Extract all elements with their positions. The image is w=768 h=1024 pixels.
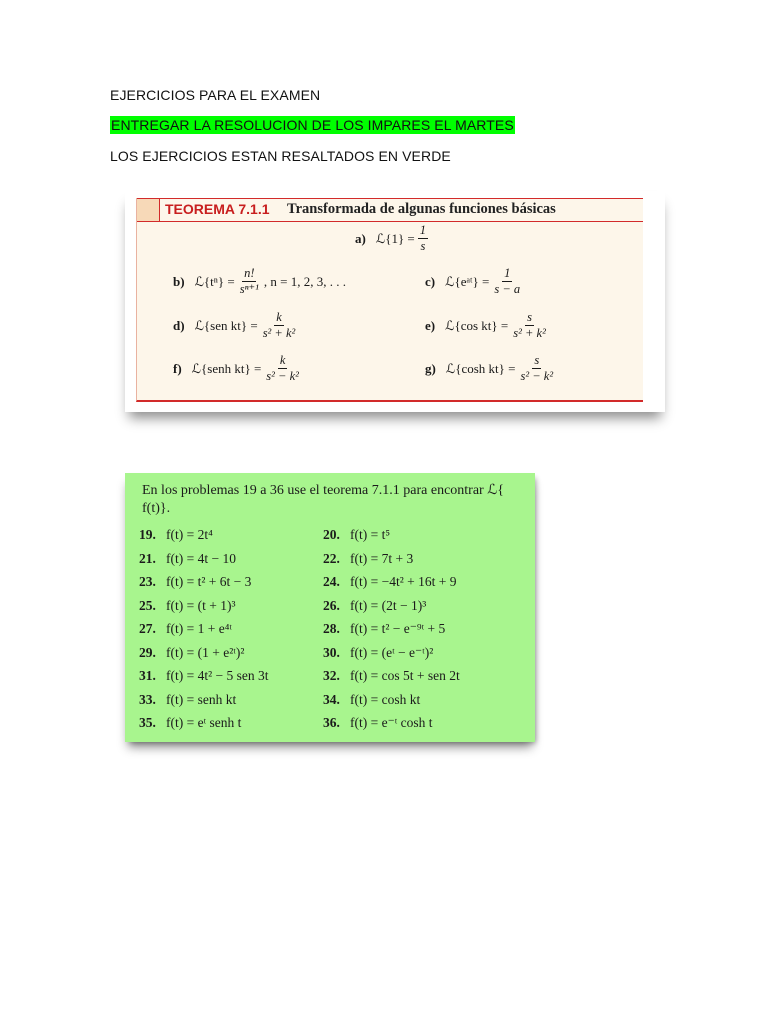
exercise-number: 30. [323,644,340,660]
exercise-number: 28. [323,621,340,636]
exercise-number: 32. [323,668,340,683]
numerator: 1 [418,224,428,239]
numerator: n! [242,267,256,282]
exercise-item [323,598,426,614]
exercise-number: 26. [323,597,340,613]
exercise-item [139,574,251,590]
fraction [492,267,522,296]
denominator: s² − k² [520,369,554,384]
exercise-expression: f(t) = (2t − 1)³ [350,597,427,613]
exercise-number: 25. [139,597,156,613]
theorem-title: Transformada de algunas funciones básicas [287,201,556,217]
numerator: 1 [502,267,512,282]
exercise-number: 36. [323,715,340,730]
formula-a [355,224,431,253]
formula-label: f) [173,360,182,376]
fraction [518,354,555,383]
denominator: s² + k² [262,326,296,341]
formula-lhs: ℒ{1} = [375,230,415,246]
numerator: s [532,354,541,369]
theorem-image [125,191,665,412]
fraction [418,224,428,253]
fraction [264,354,301,383]
formula-f [173,354,304,383]
exercise-expression: f(t) = e⁻ᵗ cosh t [350,715,433,730]
exercise-number: 27. [139,621,156,636]
exercise-item [323,551,413,567]
formula-d [173,311,300,340]
exercise-item [139,692,236,708]
fraction [261,311,298,340]
exercise-item [139,551,236,567]
exercise-expression: f(t) = eᵗ senh t [166,715,242,730]
formula-label: a) [355,230,366,246]
exercise-item [139,621,232,637]
exercise-expression: f(t) = t⁵ [350,527,391,542]
exercise-item [139,715,241,731]
theorem-box [136,198,643,402]
exercise-expression: f(t) = cosh kt [350,691,421,707]
exercise-item [323,574,457,590]
exercise-item [323,527,390,543]
exercise-number: 19. [139,527,156,542]
exercise-expression: f(t) = 7t + 3 [350,550,414,566]
exercise-item [139,668,269,684]
exercise-expression: f(t) = 4t² − 5 sen 3t [166,668,269,683]
exercise-number: 20. [323,527,340,542]
exercise-expression: f(t) = (1 + e²ᵗ)² [166,644,245,660]
numerator: s [525,311,534,326]
formula-e [425,311,551,340]
exercise-number: 21. [139,550,156,566]
exam-title: EJERCICIOS PARA EL EXAMEN [110,87,321,103]
formula-label: c) [425,273,436,289]
exercise-expression: f(t) = 1 + e⁴ᵗ [166,621,232,636]
exercise-expression: f(t) = (t + 1)³ [166,597,236,613]
exercises-intro: En los problemas 19 a 36 use el teorema 7.1.1 para encontrar ℒ{ f(t)}. [142,483,505,516]
formula-tail: , n = 1, 2, 3, . . . [263,273,346,289]
exercise-number: 33. [139,691,156,707]
numerator: k [278,354,288,369]
formula-label: d) [173,317,185,333]
highlighted-instruction: ENTREGAR LA RESOLUCION DE LOS IMPARES EL MARTES [111,117,514,133]
formula-lhs: ℒ{cosh kt} = [445,360,516,376]
denominator: s² − k² [266,369,299,384]
formula-lhs: ℒ{senh kt} = [191,360,262,376]
exercise-number: 29. [139,644,156,660]
exercise-item [323,621,445,637]
exercise-expression: f(t) = 4t − 10 [166,550,236,566]
exercise-expression: f(t) = 2t⁴ [166,527,213,542]
denominator: sⁿ⁺¹ [239,282,259,297]
exercise-item [139,527,213,543]
theorem-tab [137,199,160,221]
formula-label: e) [425,317,436,333]
numerator: k [274,311,284,326]
denominator: s [420,239,426,254]
exercise-item [139,598,236,614]
exercise-item [139,645,244,661]
formula-lhs: ℒ{sen kt} = [194,317,258,333]
exercise-item [323,715,433,731]
formula-lhs: ℒ{eᵃᵗ} = [445,273,490,289]
exercise-number: 34. [323,691,340,707]
fraction [238,267,261,296]
theorem-label: TEOREMA 7.1.1 [165,201,270,217]
formula-label: b) [173,273,185,289]
exercise-number: 24. [323,574,340,589]
formula-b [173,267,346,296]
exercise-expression: f(t) = t² + 6t − 3 [166,574,252,589]
formula-g [425,354,558,383]
formula-lhs: ℒ{tⁿ} = [194,273,235,289]
formula-c [425,267,525,296]
exercise-expression: f(t) = (eᵗ − e⁻ᵗ)² [350,644,434,660]
exercise-item [323,668,460,684]
exercises-image [125,473,535,742]
theorem-header [137,198,643,222]
exercise-expression: f(t) = −4t² + 16t + 9 [350,574,457,589]
formula-lhs: ℒ{cos kt} = [445,317,509,333]
fraction [511,311,548,340]
exercise-item [323,645,433,661]
exercise-number: 22. [323,550,340,566]
highlight-note: LOS EJERCICIOS ESTAN RESALTADOS EN VERDE [110,148,451,164]
exercise-number: 31. [139,668,156,683]
exercise-expression: f(t) = senh kt [166,691,237,707]
exercise-expression: f(t) = cos 5t + sen 2t [350,668,460,683]
exercise-item [323,692,420,708]
exercise-expression: f(t) = t² − e⁻⁹ᵗ + 5 [350,621,446,636]
denominator: s − a [494,282,521,297]
denominator: s² + k² [513,326,546,341]
exercise-number: 35. [139,715,156,730]
exercise-number: 23. [139,574,156,589]
formula-label: g) [425,360,436,376]
